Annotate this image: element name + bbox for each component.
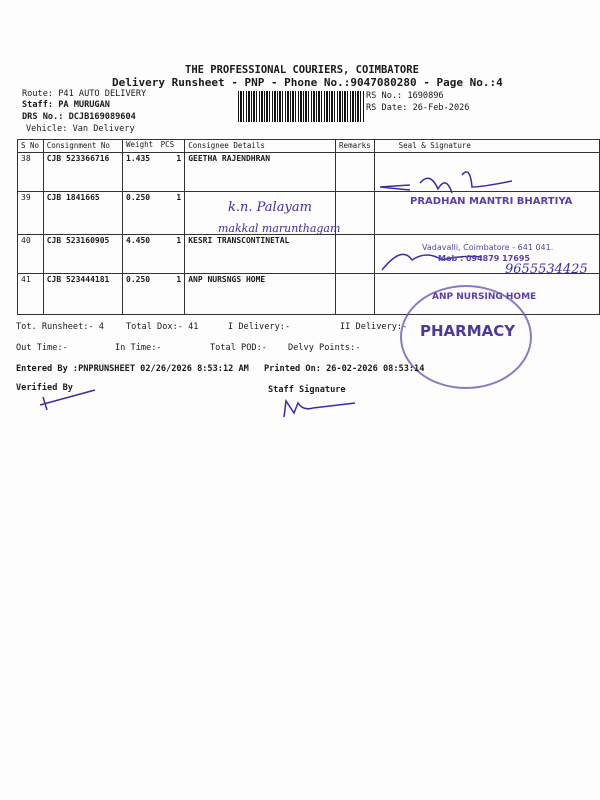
in-time: In Time:-: [115, 343, 162, 353]
weight-pcs: [123, 153, 185, 192]
col-weight: Weight: [126, 140, 154, 149]
consignment-no: CJB 523366716: [43, 153, 122, 192]
out-time: Out Time:-: [16, 343, 68, 353]
col-pcs: PCS: [160, 140, 175, 149]
sno: 39: [18, 192, 44, 235]
weight: 4.450: [126, 236, 151, 245]
drs-number: DRS No.: DCJB169089604: [22, 112, 136, 122]
stamp-text: PRADHAN MANTRI BHARTIYA: [410, 196, 573, 207]
sno: 41: [18, 274, 44, 315]
stamp-text: Mob : 094879 17695: [438, 254, 530, 263]
weight-pcs: [123, 192, 185, 235]
remarks: [336, 192, 375, 235]
pcs: 1: [176, 154, 182, 163]
staff: Staff: PA MURUGAN: [22, 100, 110, 110]
tot-runsheet: Tot. Runsheet:- 4: [16, 322, 104, 332]
sno: 40: [18, 235, 44, 274]
i-delivery: I Delivery:-: [228, 322, 291, 332]
stamp-text: PHARMACY: [420, 322, 516, 340]
handwritten-note: makkal marunthagam: [218, 222, 341, 235]
consignee: KESRI TRANSCONTINETAL: [185, 235, 336, 274]
rs-date: RS Date: 26-Feb-2026: [366, 103, 470, 113]
barcode: [238, 91, 365, 122]
stamp-text: Vadavalli, Coimbatore - 641 041.: [422, 243, 554, 252]
remarks: [336, 235, 375, 274]
col-consignee: Consignee Details: [185, 140, 336, 153]
handwritten-phone: 9655534425: [505, 262, 588, 277]
total-dox: Total Dox:- 41: [126, 322, 199, 332]
verifier-signature: [35, 385, 105, 415]
route: Route: P41 AUTO DELIVERY: [22, 89, 147, 99]
weight: 0.250: [126, 275, 151, 284]
staff-signature: [280, 395, 360, 420]
stamp-text: ANP NURSING HOME: [432, 292, 537, 302]
consignee: ANP NURSNGS HOME: [185, 274, 336, 315]
col-seal-signature: Seal & Signature: [374, 140, 599, 153]
total-pod: Total POD:-: [210, 343, 267, 353]
pcs: 1: [176, 275, 182, 284]
col-consignment: Consignment No: [43, 140, 122, 153]
consignment-no: CJB 523160905: [43, 235, 122, 274]
weight-pcs: [123, 274, 185, 315]
delvy-points: Delvy Points:-: [288, 343, 361, 353]
rs-number: RS No.: 1690896: [366, 91, 444, 101]
col-sno: S No: [18, 140, 44, 153]
verified-by-label: Verified By: [16, 383, 73, 393]
col-weight-pcs: [123, 140, 185, 153]
staff-signature-label: Staff Signature: [268, 385, 346, 395]
printed-on: Printed On: 26-02-2026 08:53:14: [264, 364, 425, 374]
table-header: [18, 140, 600, 153]
sno: 38: [18, 153, 44, 192]
weight: 0.250: [126, 193, 151, 202]
remarks: [336, 274, 375, 315]
col-remarks: Remarks: [336, 140, 375, 153]
pcs: 1: [176, 193, 182, 202]
consignment-no: CJB 1841665: [43, 192, 122, 235]
weight-pcs: [123, 235, 185, 274]
company-title: THE PROFESSIONAL COURIERS, COIMBATORE: [185, 64, 419, 76]
handwritten-signatures: [370, 165, 600, 285]
consignment-no: CJB 523444181: [43, 274, 122, 315]
entered-by: Entered By :PNPRUNSHEET 02/26/2026 8:53:12 AM: [16, 364, 249, 374]
vehicle: Vehicle: Van Delivery: [26, 124, 135, 134]
remarks: [336, 153, 375, 192]
weight: 1.435: [126, 154, 151, 163]
handwritten-note: k.n. Palayam: [228, 200, 312, 215]
runsheet-subtitle: Delivery Runsheet - PNP - Phone No.:9047080280 - Page No.:4: [112, 76, 503, 89]
consignee: GEETHA RAJENDHRAN: [185, 153, 336, 192]
pcs: 1: [176, 236, 182, 245]
ii-delivery: II Delivery:-: [340, 322, 408, 332]
